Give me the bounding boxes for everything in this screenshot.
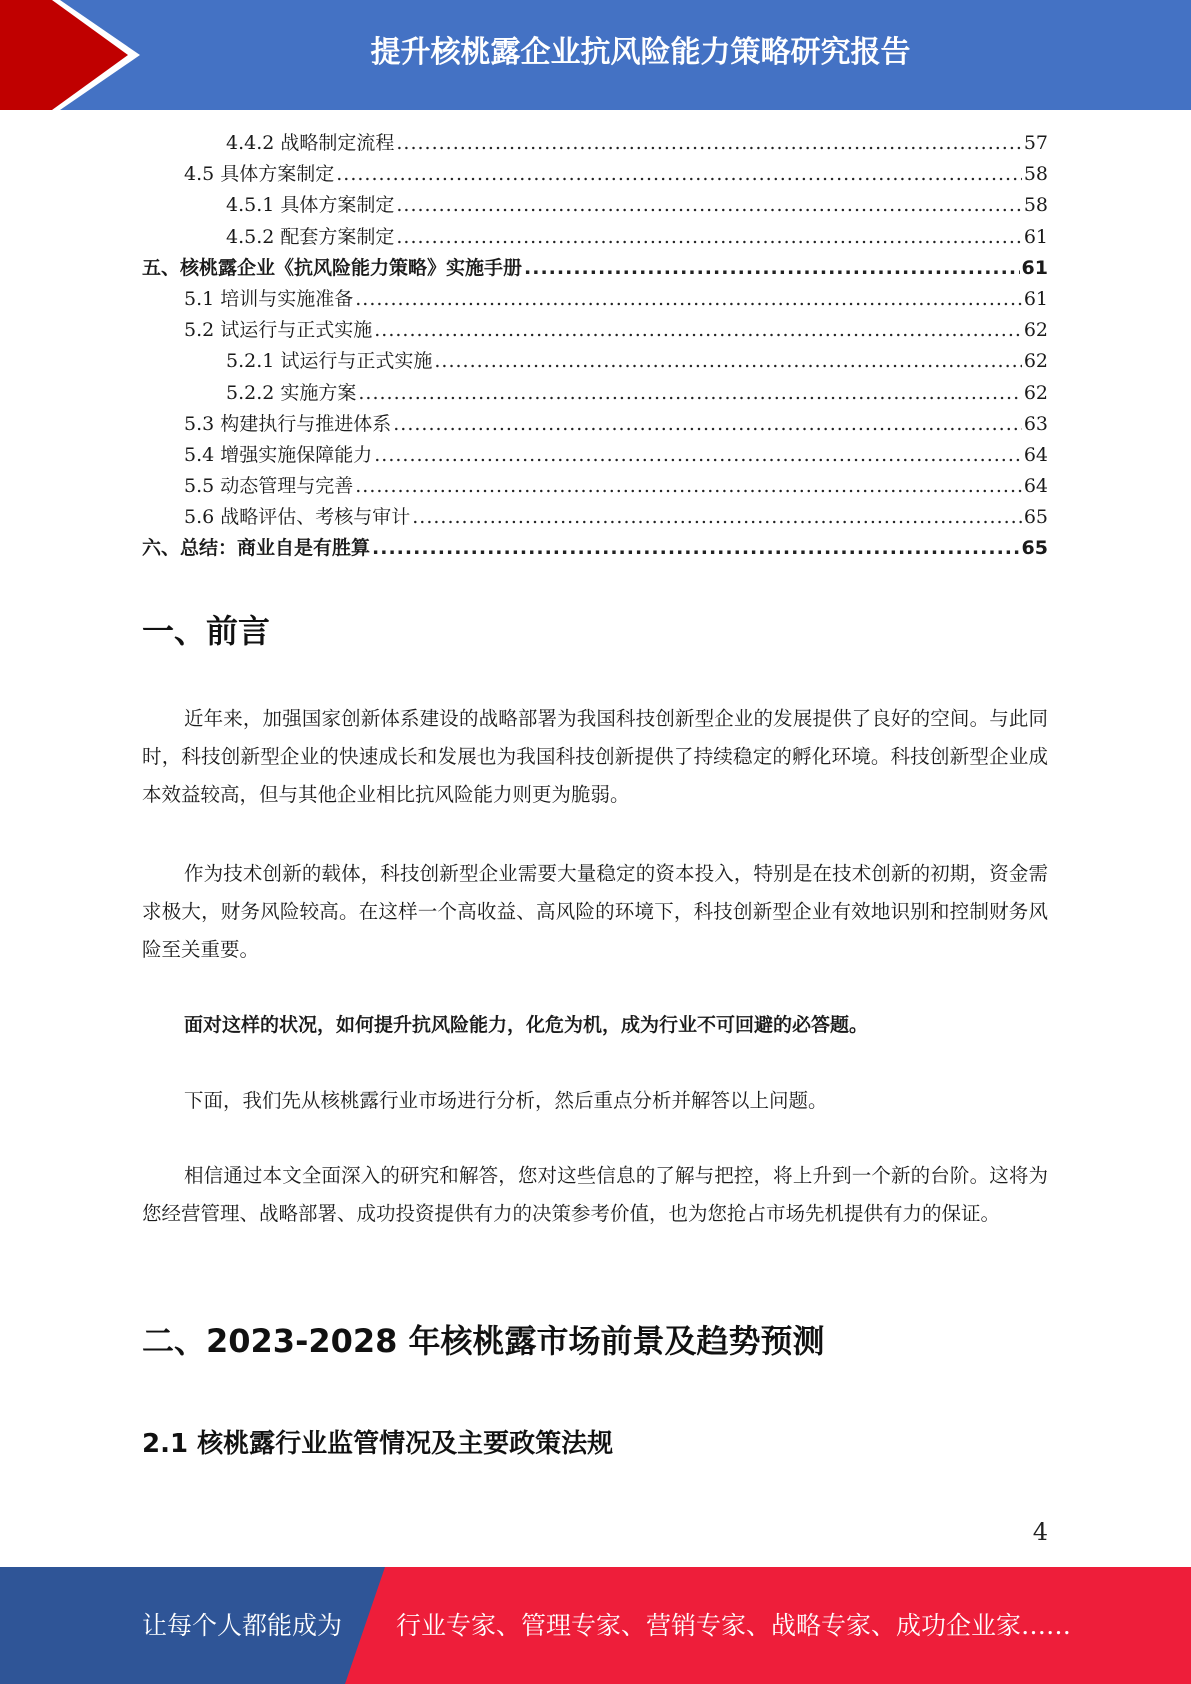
toc-leader-dots — [412, 502, 1022, 533]
toc-leader-dots — [396, 222, 1021, 253]
toc-entry-page: 65 — [1023, 506, 1048, 529]
paragraph: 相信通过本文全面深入的研究和解答，您对这些信息的了解与把控，将上升到一个新的台阶。这将为您经营管理、战略部署、成功投资提供有力的决策参考价值，也为您抢占市场先机提供有力的保证。 — [142, 1164, 1048, 1225]
toc-entry-page: 58 — [1023, 163, 1048, 186]
toc-entry[interactable] — [142, 471, 1048, 502]
toc-entry[interactable] — [142, 440, 1048, 471]
toc-leader-dots — [396, 190, 1021, 221]
toc-entry[interactable] — [142, 409, 1048, 440]
page-header — [0, 0, 1191, 110]
toc-entry[interactable] — [142, 284, 1048, 315]
toc-leader-dots — [358, 378, 1021, 409]
toc-entry[interactable] — [142, 378, 1048, 409]
toc-leader-dots — [374, 315, 1022, 346]
paragraph: 近年来，加强国家创新体系建设的战略部署为我国科技创新型企业的发展提供了良好的空间。与此同时，科技创新型企业的快速成长和发展也为我国科技创新提供了持续稳定的孵化环境。科技创新型企业成本效益较高，但与其他企业相比抗风险能力则更为脆弱。 — [142, 707, 1048, 806]
page-footer — [0, 1567, 1191, 1684]
toc-entry-label: 5.6 战略评估、考核与审计 — [184, 506, 411, 529]
toc-entry-page: 62 — [1023, 350, 1048, 373]
toc-entry-label: 5.5 动态管理与完善 — [184, 475, 354, 498]
toc-entry-label: 5.4 增强实施保障能力 — [184, 443, 373, 466]
section-heading-preface: 一、前言 — [142, 612, 271, 650]
toc-leader-dots — [372, 533, 1020, 564]
footer-slogan-left: 让每个人都能成为 — [142, 1611, 343, 1640]
toc-entry-page: 62 — [1023, 319, 1048, 342]
toc-entry-page: 65 — [1021, 537, 1048, 560]
subsection-heading: 2.1 核桃露行业监管情况及主要政策法规 — [142, 1429, 614, 1459]
toc-entry-page: 57 — [1023, 132, 1048, 154]
table-of-contents — [142, 128, 1048, 565]
toc-entry-page: 64 — [1023, 443, 1048, 466]
toc-entry-label: 5.3 构建执行与推进体系 — [184, 412, 392, 435]
toc-entry-page: 63 — [1023, 412, 1048, 435]
toc-entry-page: 58 — [1023, 194, 1048, 217]
toc-leader-dots — [396, 128, 1021, 159]
toc-leader-dots — [355, 471, 1022, 502]
toc-entry[interactable] — [142, 346, 1048, 377]
toc-entry-label: 5.2.1 试运行与正式实施 — [226, 350, 433, 373]
toc-entry[interactable] — [142, 533, 1048, 564]
toc-leader-dots — [524, 253, 1020, 284]
toc-leader-dots — [374, 440, 1022, 471]
toc-entry-page: 61 — [1023, 287, 1048, 310]
toc-leader-dots — [336, 159, 1022, 190]
toc-entry[interactable] — [142, 315, 1048, 346]
toc-entry-label: 4.5.1 具体方案制定 — [226, 194, 395, 217]
toc-entry[interactable] — [142, 222, 1048, 253]
toc-entry-page: 64 — [1023, 475, 1048, 498]
toc-entry-label: 六、总结：商业自是有胜算 — [142, 537, 371, 560]
toc-entry-page: 61 — [1021, 256, 1048, 279]
toc-entry-label: 5.2 试运行与正式实施 — [184, 319, 373, 342]
toc-leader-dots — [393, 409, 1022, 440]
paragraph: 下面，我们先从核桃露行业市场进行分析，然后重点分析并解答以上问题。 — [184, 1089, 828, 1112]
toc-entry[interactable] — [142, 159, 1048, 190]
toc-entry-label: 5.1 培训与实施准备 — [184, 287, 354, 310]
footer-slogan-right: 行业专家、管理专家、营销专家、战略专家、成功企业家…… — [396, 1611, 1072, 1640]
toc-entry-label: 4.4.2 战略制定流程 — [226, 132, 395, 154]
toc-entry-label: 4.5.2 配套方案制定 — [226, 225, 395, 248]
paragraph: 作为技术创新的载体，科技创新型企业需要大量稳定的资本投入，特别是在技术创新的初期，资金需求极大，财务风险较高。在这样一个高收益、高风险的环境下，科技创新型企业有效地识别和控制财务风险至关重要。 — [142, 862, 1048, 961]
toc-entry-label: 4.5 具体方案制定 — [184, 163, 335, 186]
toc-entry[interactable] — [142, 128, 1048, 159]
toc-entry-page: 61 — [1023, 225, 1048, 248]
toc-entry[interactable] — [142, 502, 1048, 533]
toc-entry-page: 62 — [1023, 381, 1048, 404]
toc-leader-dots — [355, 284, 1022, 315]
toc-entry[interactable] — [142, 190, 1048, 221]
toc-entry-label: 5.2.2 实施方案 — [226, 381, 357, 404]
page-number: 4 — [1032, 1518, 1048, 1546]
toc-entry[interactable] — [142, 253, 1048, 284]
section-heading-market-outlook: 二、2023-2028 年核桃露市场前景及趋势预测 — [142, 1322, 825, 1360]
toc-entry-label: 五、核桃露企业《抗风险能力策略》实施手册 — [142, 256, 523, 279]
report-title: 提升核桃露企业抗风险能力策略研究报告 — [370, 35, 911, 70]
toc-leader-dots — [434, 346, 1021, 377]
emphasis-paragraph: 面对这样的状况，如何提升抗风险能力，化危为机，成为行业不可回避的必答题。 — [184, 1014, 869, 1036]
